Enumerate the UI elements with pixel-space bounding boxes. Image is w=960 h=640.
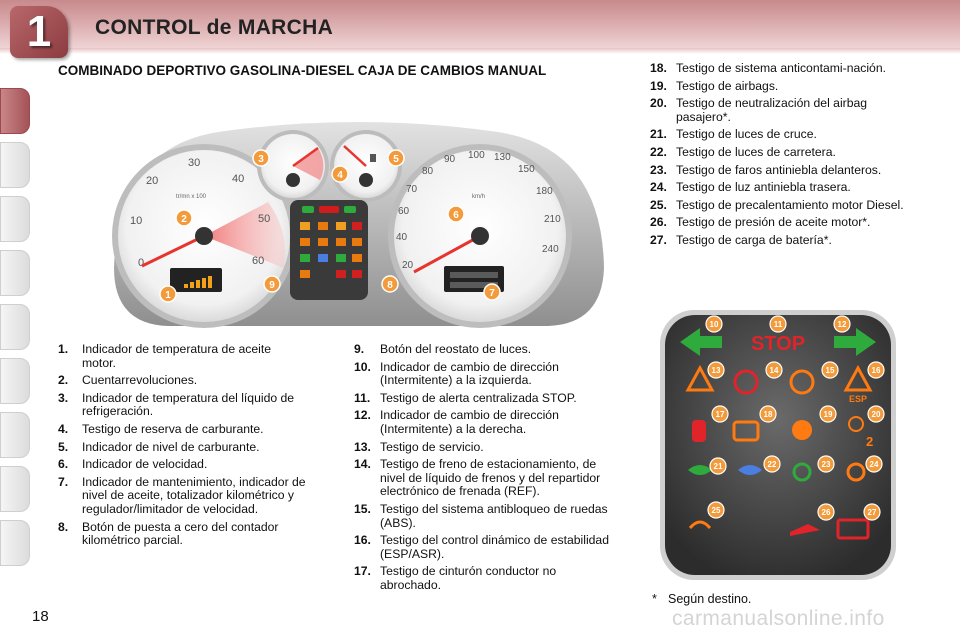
legend-item-text: Indicador de cambio de dirección (Intermitente) a la derecha.: [380, 408, 559, 436]
legend-item-number: 22.: [650, 144, 667, 159]
legend-item-text: Testigo del control dinámico de estabilidad (ESP/ASR).: [380, 533, 609, 561]
callout-label: 8: [387, 280, 393, 291]
legend-item-text: Testigo de airbags.: [676, 78, 779, 93]
legend-item: [650, 234, 910, 248]
tacho-tick-label: 30: [188, 157, 201, 169]
legend-item-number: 6.: [58, 457, 69, 472]
speedo-tick-label: 180: [536, 186, 553, 197]
legend-item: [650, 62, 910, 76]
legend-item: [58, 374, 308, 388]
callout-label: 9: [269, 280, 275, 291]
legend-item: [354, 565, 610, 592]
chapter-tab[interactable]: [0, 196, 30, 242]
speedo-tick-label: 210: [544, 214, 561, 225]
legend-item-text: Testigo de alerta centralizada STOP.: [380, 390, 577, 405]
tacho-tick-label: 50: [258, 213, 271, 225]
legend-item-text: Cuentarrevoluciones.: [82, 373, 198, 388]
section-title: COMBINADO DEPORTIVO GASOLINA-DIESEL CAJA DE CAMBIOS MANUAL: [58, 63, 547, 78]
callout-label: 26: [821, 508, 831, 517]
legend-item: [354, 361, 610, 388]
legend-item: [58, 423, 308, 437]
legend-item-number: 1.: [58, 342, 69, 356]
callout-label: 11: [773, 320, 783, 329]
needle-hub: [471, 227, 489, 245]
legend-item-text: Testigo del sistema antibloqueo de ruedas (ABS).: [380, 501, 608, 530]
fuel-pump-icon: [370, 154, 376, 162]
legend-list-right: [650, 62, 910, 252]
watermark-text: carmanualsonline.info: [672, 607, 885, 630]
legend-item-number: 19.: [650, 78, 667, 93]
speedo-tick-label: 80: [422, 166, 434, 177]
tacho-tick-label: 40: [232, 173, 245, 185]
legend-item: [650, 181, 910, 195]
legend-item-text: Indicador de mantenimiento, indicador de nivel de aceite, totalizador kilométrico y regulador/limitador de velocidad.: [82, 474, 306, 516]
legend-item-number: 26.: [650, 215, 667, 230]
callout-label: 20: [871, 410, 881, 419]
legend-item-text: Indicador de temperatura de aceite motor.: [82, 342, 272, 370]
page-title: CONTROL de MARCHA: [95, 16, 334, 39]
legend-item: [58, 392, 308, 419]
callout-label: 25: [711, 506, 721, 515]
warning-lamp-panel-figure: [660, 310, 896, 580]
legend-item-text: Testigo de cinturón conductor no abrochado.: [380, 564, 557, 592]
legend-item-number: 2.: [58, 373, 69, 388]
legend-item: [354, 409, 610, 436]
callout-label: 13: [711, 366, 721, 375]
callout-label: 16: [871, 366, 881, 375]
legend-list-middle: [354, 343, 610, 597]
speedo-tick-label: 70: [406, 184, 418, 195]
legend-item: [650, 146, 910, 160]
speedo-tick-label: 20: [402, 260, 414, 271]
callout-label: 21: [713, 462, 723, 471]
legend-item-text: Testigo de neutralización del airbag pasajero*.: [676, 96, 868, 124]
callout-label: 1: [165, 290, 171, 301]
legend-item-text: Testigo de servicio.: [380, 439, 484, 454]
tacho-unit: tr/mn x 100: [176, 194, 207, 200]
callout-label: 27: [867, 508, 877, 517]
legend-item: [354, 534, 610, 561]
legend-item: [354, 503, 610, 530]
callout-label: 15: [825, 366, 835, 375]
legend-item-number: 20.: [650, 96, 667, 111]
legend-item-number: 7.: [58, 474, 69, 489]
legend-item: [650, 80, 910, 94]
coolant-hub: [286, 173, 300, 187]
legend-item-number: 23.: [650, 162, 667, 177]
legend-item: [354, 343, 610, 357]
legend-item-number: 15.: [354, 501, 371, 516]
tacho-tick-label: 10: [130, 215, 143, 227]
chapter-tab[interactable]: [0, 466, 30, 512]
speedo-tick-label: 240: [542, 244, 559, 255]
speedo-tick-label: 40: [396, 232, 408, 243]
callout-label: 17: [715, 410, 725, 419]
tacho-tick-label: 0: [138, 257, 145, 269]
airbag-number: 2: [866, 434, 874, 449]
legend-item-number: 12.: [354, 408, 371, 423]
callout-label: 4: [337, 170, 343, 181]
legend-item-number: 3.: [58, 390, 69, 405]
page-number: 18: [32, 608, 49, 625]
seatbelt-icon: [692, 420, 706, 442]
legend-item-number: 25.: [650, 197, 667, 212]
stop-label: STOP: [750, 333, 806, 355]
chapter-number: 1: [26, 7, 52, 56]
chapter-tab[interactable]: [0, 304, 30, 350]
legend-item-number: 5.: [58, 439, 69, 454]
esp-label: ESP: [848, 394, 868, 404]
legend-item-number: 11.: [354, 390, 371, 405]
legend-item-text: Indicador de temperatura del líquido de refrigeración.: [82, 390, 295, 419]
footnote: [652, 592, 751, 606]
legend-item-text: Testigo de luces de cruce.: [676, 127, 817, 142]
callout-label: 24: [869, 460, 879, 469]
legend-item: [650, 216, 910, 230]
header-divider: [0, 48, 960, 54]
legend-item: [354, 392, 610, 406]
chapter-tab[interactable]: [0, 412, 30, 458]
legend-item-text: Botón del reostato de luces.: [380, 342, 532, 356]
legend-item-number: 13.: [354, 439, 371, 454]
speedo-tick-label: 90: [444, 154, 456, 165]
footnote-mark: *: [652, 592, 657, 606]
callout-label: 7: [489, 288, 495, 299]
instrument-cluster-figure: [108, 118, 608, 328]
speedo-unit: km/h: [472, 194, 486, 200]
legend-item: [650, 164, 910, 178]
footnote-text: Según destino.: [668, 592, 752, 606]
callout-label: 18: [763, 410, 773, 419]
chapter-tab[interactable]: [0, 358, 30, 404]
legend-item-text: Indicador de cambio de dirección (Intermitente) a la izquierda.: [380, 359, 559, 388]
callout-label: 23: [821, 460, 831, 469]
legend-item-number: 18.: [650, 61, 667, 75]
speedo-tick-label: 130: [494, 152, 511, 163]
callout-label: 3: [258, 154, 264, 165]
legend-item-text: Testigo de freno de estacionamiento, de nivel de líquido de frenos y del repartidor electrónico de frenada (REF).: [380, 457, 601, 499]
legend-item-text: Testigo de luz antiniebla trasera.: [676, 180, 851, 195]
center-warning-panel: [290, 200, 368, 300]
legend-item-number: 16.: [354, 533, 371, 548]
legend-item: [58, 476, 308, 517]
legend-item-text: Testigo de sistema anticontami-nación.: [676, 61, 887, 75]
legend-item: [354, 458, 610, 499]
callout-label: 10: [709, 320, 719, 329]
chapter-tab[interactable]: [0, 520, 30, 566]
page-header: [0, 0, 960, 60]
legend-item: [58, 458, 308, 472]
callout-label: 14: [769, 366, 779, 375]
legend-item-number: 24.: [650, 180, 667, 195]
fuel-hub: [359, 173, 373, 187]
legend-item: [58, 441, 308, 455]
legend-item-text: Testigo de carga de batería*.: [676, 232, 832, 247]
chapter-tabs: [0, 64, 34, 584]
legend-item-text: Testigo de presión de aceite motor*.: [676, 215, 871, 230]
legend-item-text: Indicador de velocidad.: [82, 457, 208, 472]
tacho-tick-label: 20: [146, 175, 159, 187]
legend-item-number: 27.: [650, 232, 667, 247]
legend-item-number: 17.: [354, 564, 371, 579]
legend-item-number: 8.: [58, 519, 69, 534]
legend-item-number: 14.: [354, 457, 371, 472]
legend-list-left: [58, 343, 308, 552]
speedo-tick-label: 100: [468, 150, 485, 161]
callout-label: 12: [837, 320, 847, 329]
legend-item-text: Testigo de reserva de carburante.: [82, 421, 264, 436]
legend-item: [650, 128, 910, 142]
needle-hub: [195, 227, 213, 245]
legend-item-text: Testigo de faros antiniebla delanteros.: [676, 162, 882, 177]
airbag-icon: [792, 420, 812, 440]
callout-label: 6: [453, 210, 459, 221]
legend-item-text: Testigo de precalentamiento motor Diesel.: [676, 197, 904, 212]
callout-label: 22: [767, 460, 777, 469]
legend-item-text: Testigo de luces de carretera.: [676, 144, 836, 159]
callout-label: 2: [181, 214, 187, 225]
chapter-tab[interactable]: [0, 142, 30, 188]
tacho-tick-label: 60: [252, 255, 265, 267]
chapter-tab-active[interactable]: [0, 88, 30, 134]
speedo-tick-label: 60: [398, 206, 410, 217]
chapter-tab[interactable]: [0, 250, 30, 296]
legend-item: [650, 199, 910, 213]
legend-item-number: 9.: [354, 342, 365, 356]
legend-item-number: 4.: [58, 421, 69, 436]
legend-item: [354, 441, 610, 455]
legend-item: [58, 343, 308, 370]
legend-item-number: 10.: [354, 359, 371, 374]
legend-item: [58, 521, 308, 548]
callout-label: 5: [393, 154, 399, 165]
callout-label: 19: [823, 410, 833, 419]
legend-item: [650, 97, 910, 124]
speedo-tick-label: 150: [518, 164, 535, 175]
legend-item-text: Indicador de nivel de carburante.: [82, 439, 260, 454]
legend-item-text: Botón de puesta a cero del contador kilométrico parcial.: [82, 519, 279, 548]
legend-item-number: 21.: [650, 127, 667, 142]
